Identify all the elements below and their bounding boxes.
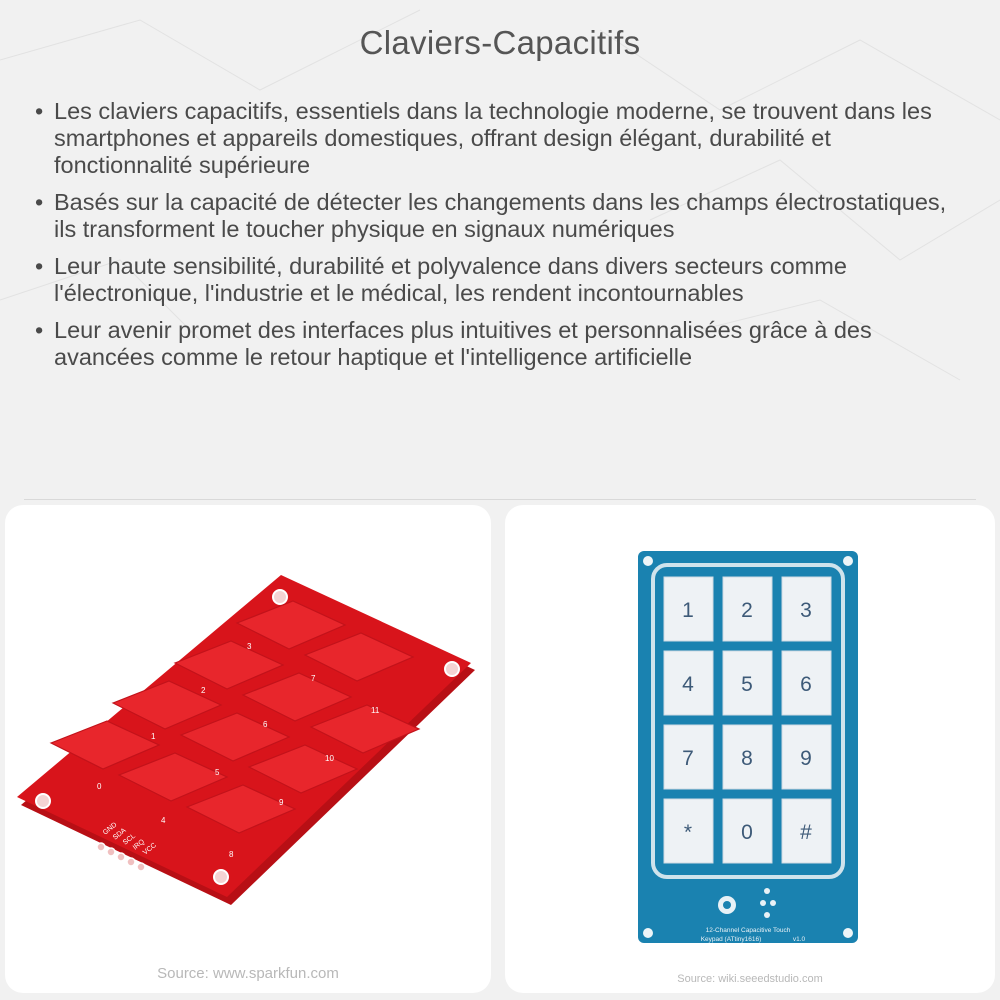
board-text-line1: 12-Channel Capacitive Touch [705,927,791,934]
pin-label: GND [101,821,119,837]
key-label: 1 [682,599,694,622]
key-label: * [683,821,693,844]
seeed-keypad-image [505,505,995,965]
bullet-text: Basés sur la capacité de détecter les changements dans les champs électrostatiques, ils transforment le toucher physique en signaux numériques [54,189,947,242]
pad-number: 11 [371,706,380,715]
bullet-dot: • [35,189,44,215]
key-label: 7 [682,747,694,770]
image-source-caption: Source: wiki.seeedstudio.com [677,973,823,985]
key-label: 0 [741,821,753,844]
bullet-dot: • [35,98,44,124]
bullet-text: Les claviers capacitifs, essentiels dans la technologie moderne, se trouvent dans les smartphones et appareils domestiques, offrant design élégant, durabilité et fonctionnalité supérieure [54,98,932,178]
pad-number: 9 [279,798,284,807]
pad-number: 2 [201,686,206,695]
key-label: 9 [800,747,812,770]
key-label: 4 [682,673,694,696]
bullet-item [32,317,972,371]
pin-label: IRQ [131,838,147,852]
image-source-caption: Source: www.sparkfun.com [157,965,339,982]
bullet-dot: • [35,317,44,343]
key-label: 2 [741,599,753,622]
pad-number: 8 [229,850,234,859]
board-version: v1.0 [792,936,806,943]
bullet-list [32,98,972,381]
left-image-card [5,505,491,993]
pad-number: 0 [97,782,102,791]
pad-number: 7 [311,674,316,683]
bullet-item [32,98,972,179]
key-label: 5 [741,673,753,696]
pad-number: 6 [263,720,268,729]
pad-number: 1 [151,732,156,741]
pin-label: SCL [121,832,137,847]
pad-number: 5 [215,768,220,777]
bullet-item [32,189,972,243]
pin-label: VCC [141,841,158,857]
bullet-item [32,253,972,307]
bullet-text: Leur haute sensibilité, durabilité et polyvalence dans divers secteurs comme l'électronique, l'industrie et le médical, les rendent incontournables [54,253,847,306]
pad-number: 10 [325,754,334,763]
section-divider [24,499,976,500]
board-text-line2: Keypad (ATtiny1616) [700,936,762,943]
page-title: Claviers-Capacitifs [359,24,641,61]
pad-number: 3 [247,642,252,651]
pin-label: SDA [111,827,128,842]
sparkfun-keypad-image [5,505,491,965]
bullet-dot: • [35,253,44,279]
right-image-card [505,505,995,993]
bullet-text: Leur avenir promet des interfaces plus intuitives et personnalisées grâce à des avancées comme le retour haptique et l'intelligence artificielle [54,317,872,370]
key-label: 3 [800,599,812,622]
pad-number: 4 [161,816,166,825]
key-label: 8 [741,747,753,770]
key-label: # [800,821,812,844]
key-label: 6 [800,673,812,696]
